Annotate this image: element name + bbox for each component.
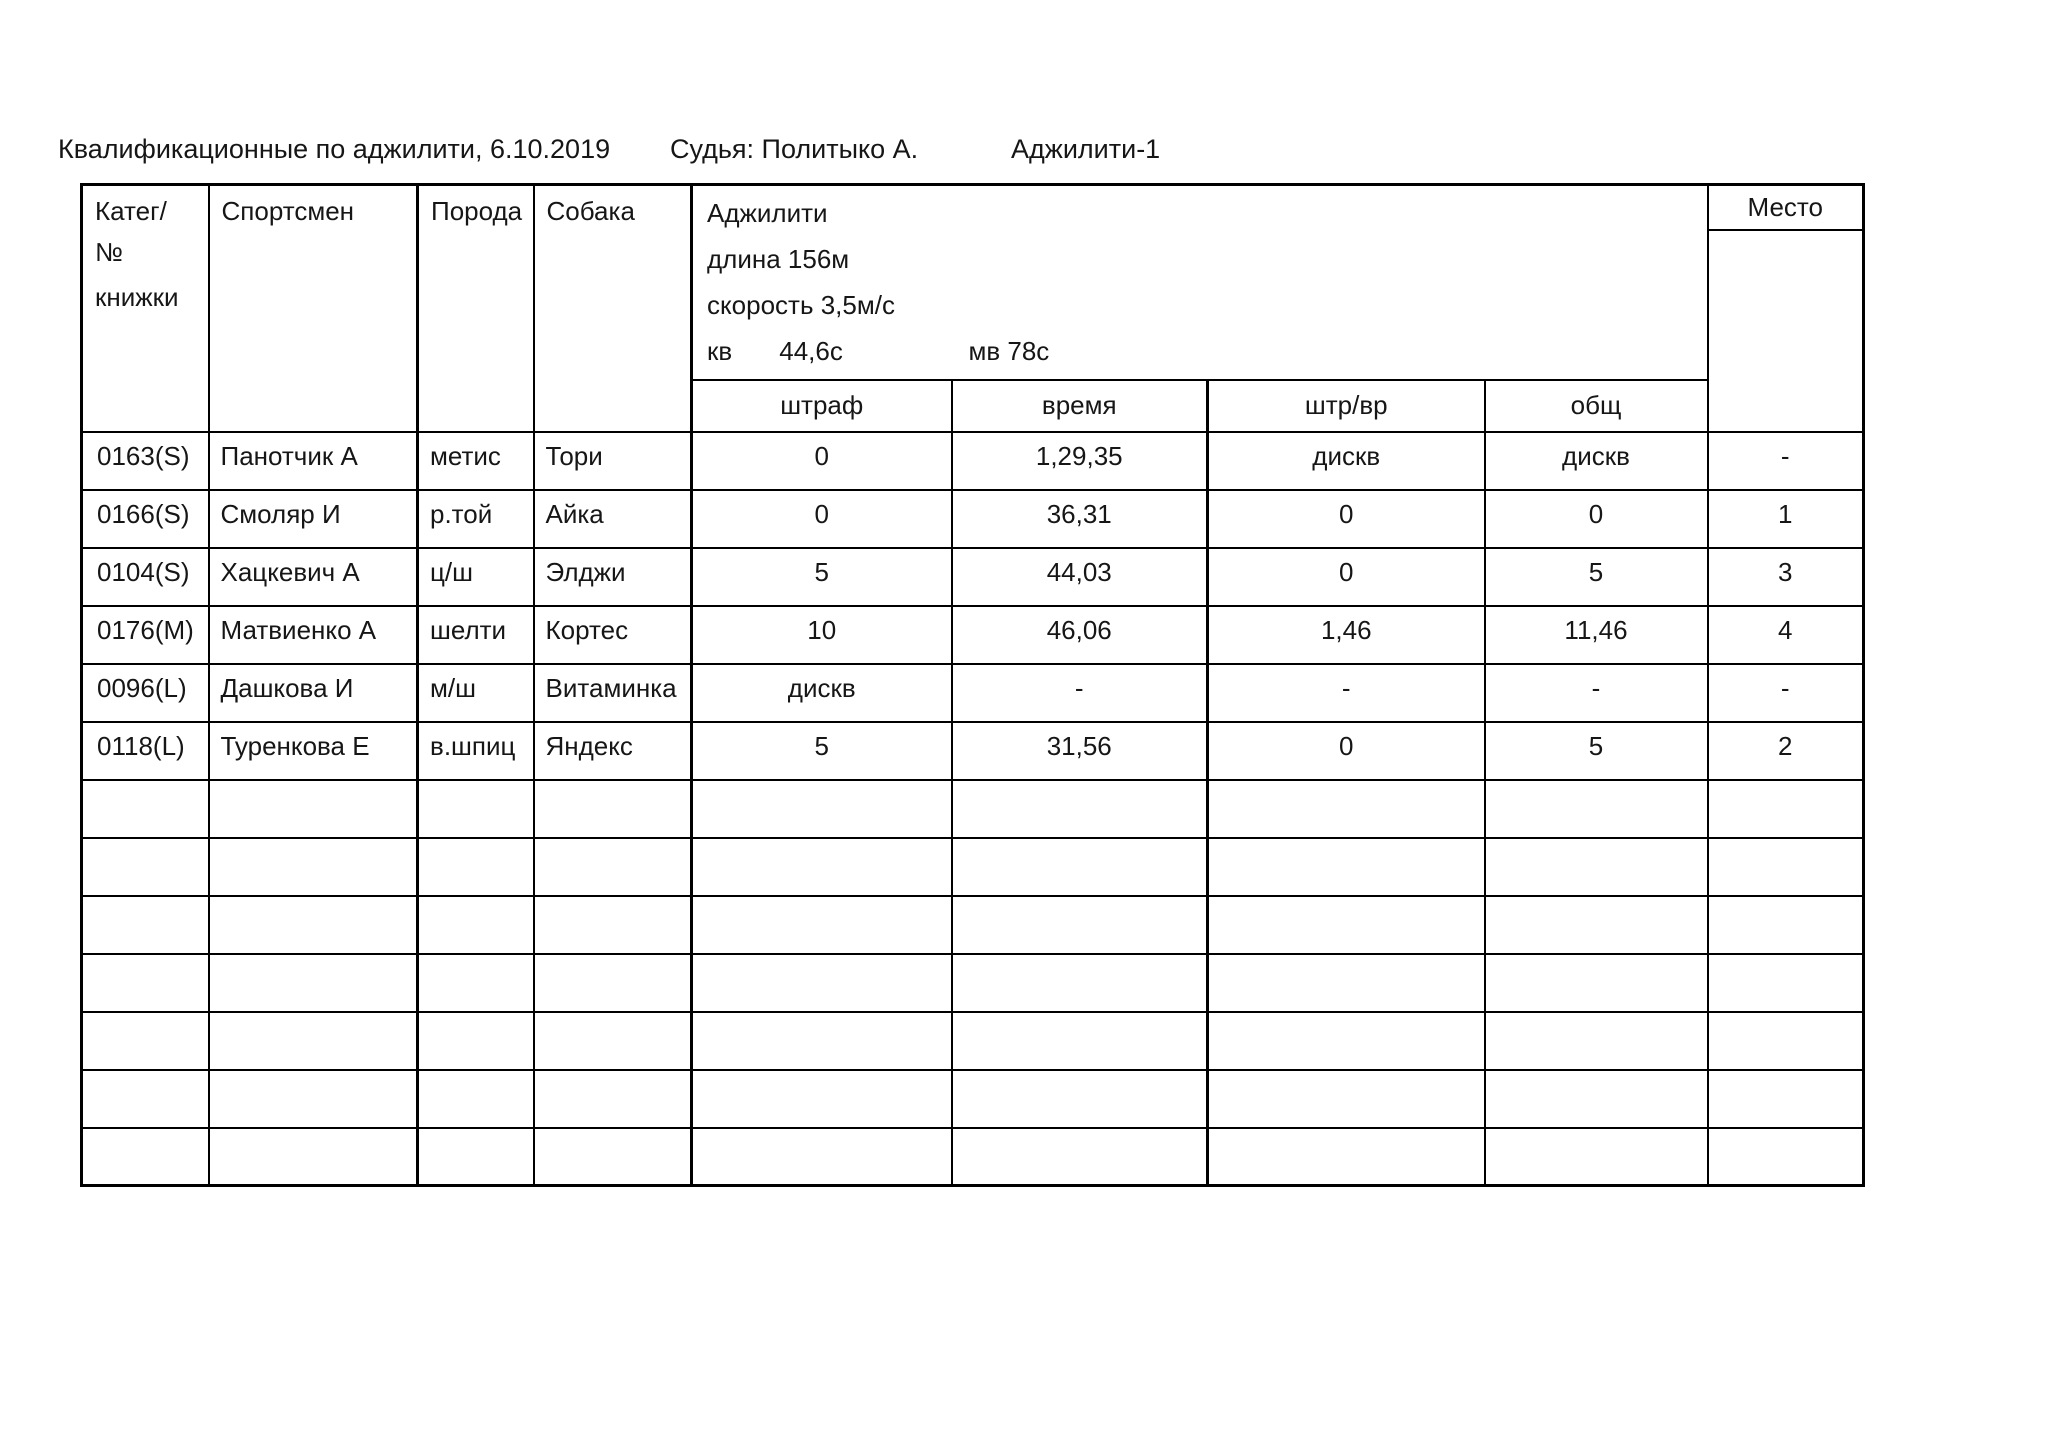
cell-sportsman: Смоляр И bbox=[209, 490, 418, 548]
title-row bbox=[0, 134, 2047, 170]
cell-penalty: 0 bbox=[692, 432, 952, 490]
cell-sportsman: Хацкевич А bbox=[209, 548, 418, 606]
empty-cell bbox=[534, 1070, 692, 1128]
empty-cell bbox=[418, 780, 534, 838]
table-row bbox=[82, 664, 1864, 722]
cell-total: 5 bbox=[1485, 722, 1708, 780]
empty-cell bbox=[418, 838, 534, 896]
cell-dog: Кортес bbox=[534, 606, 692, 664]
cell-pen-time: дискв bbox=[1208, 432, 1485, 490]
place-spacer-cell bbox=[1708, 230, 1864, 432]
cell-total: 5 bbox=[1485, 548, 1708, 606]
cell-dog: Витаминка bbox=[534, 664, 692, 722]
course-discipline: Аджилити bbox=[707, 198, 828, 228]
empty-cell bbox=[1708, 896, 1864, 954]
empty-cell bbox=[952, 1128, 1208, 1186]
cell-place: - bbox=[1708, 664, 1864, 722]
empty-cell bbox=[1208, 838, 1485, 896]
judge-label: Судья: Политыко А. bbox=[670, 134, 919, 164]
header-sportsman bbox=[209, 185, 418, 432]
cell-dog: Элджи bbox=[534, 548, 692, 606]
course-kv-label: кв bbox=[707, 336, 733, 366]
cell-time: 46,06 bbox=[952, 606, 1208, 664]
empty-cell bbox=[209, 1128, 418, 1186]
cell-sportsman: Матвиенко А bbox=[209, 606, 418, 664]
header-sportsman-label: Спортсмен bbox=[221, 196, 355, 226]
empty-cell bbox=[82, 954, 209, 1012]
empty-table-row bbox=[82, 896, 1864, 954]
empty-cell bbox=[1708, 1070, 1864, 1128]
empty-cell bbox=[209, 838, 418, 896]
cell-breed: метис bbox=[418, 432, 534, 490]
empty-cell bbox=[209, 896, 418, 954]
cell-place: 3 bbox=[1708, 548, 1864, 606]
header-category bbox=[82, 185, 209, 432]
empty-cell bbox=[418, 896, 534, 954]
empty-cell bbox=[1485, 838, 1708, 896]
header-category-line3: книжки bbox=[95, 282, 179, 312]
empty-cell bbox=[534, 954, 692, 1012]
table-row bbox=[82, 722, 1864, 780]
cell-dog: Айка bbox=[534, 490, 692, 548]
empty-table-row bbox=[82, 954, 1864, 1012]
table-row bbox=[82, 490, 1864, 548]
empty-cell bbox=[82, 1012, 209, 1070]
empty-cell bbox=[418, 954, 534, 1012]
empty-cell bbox=[1708, 838, 1864, 896]
cell-penalty: 5 bbox=[692, 722, 952, 780]
subheader-penalty: штраф bbox=[692, 380, 952, 432]
cell-dog: Яндекс bbox=[534, 722, 692, 780]
empty-cell bbox=[1485, 780, 1708, 838]
subheader-time: время bbox=[952, 380, 1208, 432]
cell-breed: р.той bbox=[418, 490, 534, 548]
course-info bbox=[692, 185, 1708, 380]
cell-place: - bbox=[1708, 432, 1864, 490]
cell-time: 1,29,35 bbox=[952, 432, 1208, 490]
empty-cell bbox=[1708, 1012, 1864, 1070]
empty-cell bbox=[82, 896, 209, 954]
empty-cell bbox=[692, 838, 952, 896]
empty-cell bbox=[952, 954, 1208, 1012]
empty-cell bbox=[1208, 954, 1485, 1012]
empty-cell bbox=[1208, 1070, 1485, 1128]
cell-pen-time: 1,46 bbox=[1208, 606, 1485, 664]
page-title: Квалификационные по аджилити, 6.10.2019 bbox=[58, 134, 611, 164]
cell-category: 0163(S) bbox=[82, 432, 209, 490]
empty-cell bbox=[534, 896, 692, 954]
cell-sportsman: Панотчик А bbox=[209, 432, 418, 490]
course-mv-value: мв 78с bbox=[968, 336, 1050, 366]
cell-place: 1 bbox=[1708, 490, 1864, 548]
empty-cell bbox=[692, 1012, 952, 1070]
empty-cell bbox=[1485, 896, 1708, 954]
cell-category: 0176(M) bbox=[82, 606, 209, 664]
empty-cell bbox=[82, 780, 209, 838]
cell-category: 0118(L) bbox=[82, 722, 209, 780]
empty-cell bbox=[1708, 780, 1864, 838]
cell-category: 0104(S) bbox=[82, 548, 209, 606]
empty-cell bbox=[534, 1012, 692, 1070]
cell-category: 0166(S) bbox=[82, 490, 209, 548]
cell-category: 0096(L) bbox=[82, 664, 209, 722]
cell-pen-time: 0 bbox=[1208, 548, 1485, 606]
empty-cell bbox=[534, 838, 692, 896]
table-row bbox=[82, 606, 1864, 664]
empty-cell bbox=[82, 838, 209, 896]
empty-cell bbox=[1208, 780, 1485, 838]
cell-breed: в.шпиц bbox=[418, 722, 534, 780]
cell-pen-time: 0 bbox=[1208, 722, 1485, 780]
table-row bbox=[82, 548, 1864, 606]
header-dog-label: Собака bbox=[546, 196, 635, 226]
empty-cell bbox=[1708, 1128, 1864, 1186]
empty-cell bbox=[952, 1012, 1208, 1070]
cell-penalty: 0 bbox=[692, 490, 952, 548]
cell-time: 44,03 bbox=[952, 548, 1208, 606]
empty-cell bbox=[692, 896, 952, 954]
header-breed bbox=[418, 185, 534, 432]
empty-cell bbox=[82, 1070, 209, 1128]
results-table bbox=[80, 183, 1865, 1187]
cell-breed: ц/ш bbox=[418, 548, 534, 606]
empty-table-row bbox=[82, 1070, 1864, 1128]
empty-cell bbox=[534, 780, 692, 838]
event-title: Аджилити-1 bbox=[1011, 134, 1161, 164]
empty-cell bbox=[1208, 1012, 1485, 1070]
course-kv-value: 44,6с bbox=[779, 336, 843, 366]
empty-cell bbox=[952, 780, 1208, 838]
empty-table-row bbox=[82, 1128, 1864, 1186]
subheader-pen-time: штр/вр bbox=[1208, 380, 1485, 432]
empty-cell bbox=[209, 954, 418, 1012]
empty-cell bbox=[418, 1070, 534, 1128]
header-row bbox=[82, 185, 1864, 230]
empty-cell bbox=[534, 1128, 692, 1186]
cell-total: дискв bbox=[1485, 432, 1708, 490]
header-breed-label: Порода bbox=[431, 196, 523, 226]
empty-cell bbox=[1708, 954, 1864, 1012]
empty-cell bbox=[1208, 1128, 1485, 1186]
empty-cell bbox=[418, 1012, 534, 1070]
empty-table-row bbox=[82, 1012, 1864, 1070]
cell-breed: м/ш bbox=[418, 664, 534, 722]
empty-cell bbox=[209, 1012, 418, 1070]
cell-total: 11,46 bbox=[1485, 606, 1708, 664]
cell-pen-time: - bbox=[1208, 664, 1485, 722]
table-row bbox=[82, 432, 1864, 490]
cell-place: 2 bbox=[1708, 722, 1864, 780]
header-place: Место bbox=[1708, 185, 1864, 230]
subheader-total: общ bbox=[1485, 380, 1708, 432]
empty-cell bbox=[1485, 954, 1708, 1012]
cell-place: 4 bbox=[1708, 606, 1864, 664]
empty-table-row bbox=[82, 838, 1864, 896]
cell-total: 0 bbox=[1485, 490, 1708, 548]
empty-cell bbox=[692, 1070, 952, 1128]
cell-time: 36,31 bbox=[952, 490, 1208, 548]
empty-cell bbox=[1485, 1070, 1708, 1128]
empty-table-row bbox=[82, 780, 1864, 838]
course-length: длина 156м bbox=[707, 244, 850, 274]
empty-cell bbox=[209, 1070, 418, 1128]
cell-time: - bbox=[952, 664, 1208, 722]
empty-cell bbox=[952, 838, 1208, 896]
empty-cell bbox=[692, 1128, 952, 1186]
empty-cell bbox=[82, 1128, 209, 1186]
cell-penalty: 10 bbox=[692, 606, 952, 664]
header-dog bbox=[534, 185, 692, 432]
course-speed: скорость 3,5м/с bbox=[707, 290, 895, 320]
header-category-line2: № bbox=[95, 237, 123, 267]
cell-pen-time: 0 bbox=[1208, 490, 1485, 548]
cell-total: - bbox=[1485, 664, 1708, 722]
cell-breed: шелти bbox=[418, 606, 534, 664]
empty-cell bbox=[692, 954, 952, 1012]
cell-dog: Тори bbox=[534, 432, 692, 490]
empty-cell bbox=[952, 896, 1208, 954]
empty-cell bbox=[418, 1128, 534, 1186]
cell-sportsman: Туренкова Е bbox=[209, 722, 418, 780]
empty-cell bbox=[1485, 1128, 1708, 1186]
empty-cell bbox=[209, 780, 418, 838]
course-times bbox=[707, 328, 1707, 374]
empty-cell bbox=[1208, 896, 1485, 954]
cell-sportsman: Дашкова И bbox=[209, 664, 418, 722]
empty-cell bbox=[952, 1070, 1208, 1128]
empty-cell bbox=[692, 780, 952, 838]
cell-penalty: дискв bbox=[692, 664, 952, 722]
cell-penalty: 5 bbox=[692, 548, 952, 606]
header-category-line1: Катег/ bbox=[95, 196, 167, 226]
cell-time: 31,56 bbox=[952, 722, 1208, 780]
empty-cell bbox=[1485, 1012, 1708, 1070]
